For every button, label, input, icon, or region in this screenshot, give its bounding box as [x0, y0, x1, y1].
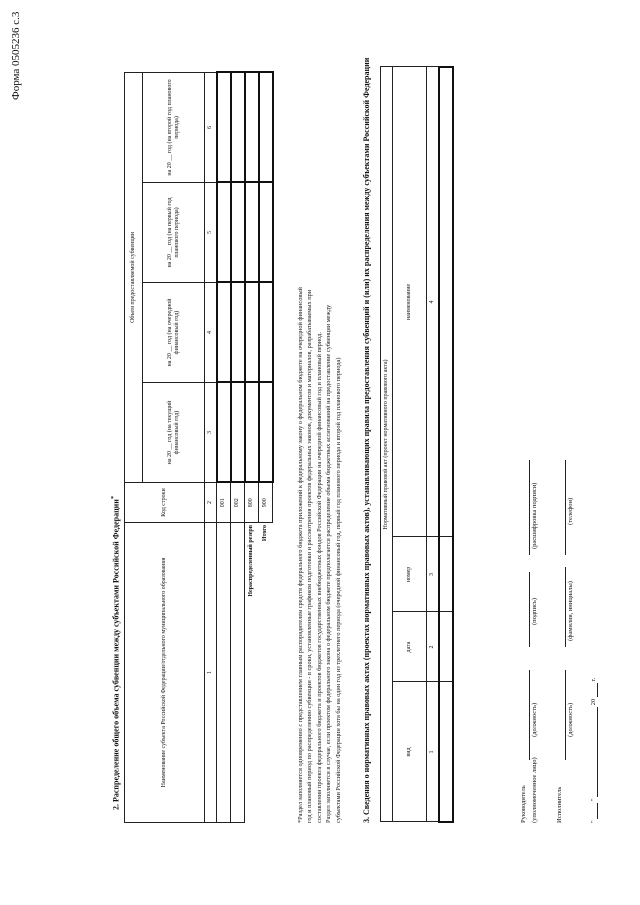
row-code: 800: [245, 483, 259, 523]
executor-label: Исполнитель: [556, 786, 563, 823]
col-number: 1: [205, 523, 217, 823]
section3-acts-table: [380, 66, 454, 823]
value-cell[interactable]: [259, 383, 273, 483]
row-code: 900: [259, 483, 273, 523]
head-sublabel: (уполномоченное лицо): [531, 757, 538, 823]
position-caption: (должность): [531, 702, 538, 737]
date-close-quote: ": [590, 798, 597, 802]
col-number: 5: [205, 183, 217, 283]
col-header-act-name: наименование: [393, 67, 427, 537]
section2-distribution-table: [124, 71, 274, 823]
value-cell[interactable]: [245, 383, 259, 483]
table-row: [217, 72, 231, 822]
col-header-type: вид: [393, 682, 427, 822]
col-header-volume: Объем предоставляемой субвенции: [125, 72, 143, 482]
executor-phone-line[interactable]: [565, 460, 566, 555]
value-cell[interactable]: [217, 383, 231, 483]
date-day-blank[interactable]: [590, 803, 598, 819]
value-cell[interactable]: [231, 283, 245, 383]
date-year-prefix: 20: [590, 698, 597, 706]
col-number: 3: [427, 537, 439, 612]
col-header-date: дата: [393, 612, 427, 682]
act-type-cell[interactable]: [439, 682, 453, 822]
head-transcript-line[interactable]: [529, 460, 530, 555]
head-signature-line[interactable]: [529, 572, 530, 647]
date-open-quote: ": [590, 820, 597, 823]
column-numbers-row: [427, 67, 439, 822]
date-month-blank[interactable]: [590, 707, 598, 797]
section2-title: 2. Распределение общего объема субвенции между субъектами Российской Федерации*: [110, 495, 121, 810]
col-number: 2: [427, 612, 439, 682]
transcript-caption: (расшифровка подписи): [531, 482, 538, 549]
fio-caption: (фамилия, инициалы): [567, 581, 574, 641]
footnote-line: субъектами Российской Федерации хотя бы на один год из трехлетнего периода (очередной финансовый год, первый год планового периода и второй год планового периода): [334, 357, 342, 823]
value-cell[interactable]: [245, 72, 259, 182]
executor-fio-line[interactable]: [565, 567, 566, 647]
section2-footnote: [296, 73, 343, 823]
act-number-cell[interactable]: [439, 537, 453, 612]
col-header-first-plan-year: на 20 __ год (на первый год планового периода): [143, 183, 205, 283]
table-row: [245, 72, 259, 822]
act-date-cell[interactable]: [439, 612, 453, 682]
date-year-blank[interactable]: [590, 683, 598, 697]
footnote-line: Раздел заполняется в случае, если проектом федерального закона о федеральном бюджете предполагается распределение объема бюджетных ассигнований на предоставление субвенции между: [325, 304, 333, 823]
row-name: [231, 523, 245, 823]
head-label: Руководитель: [520, 785, 527, 823]
row-name: Нераспределенный резерв: [248, 525, 255, 597]
value-cell[interactable]: [259, 283, 273, 383]
col-number: 4: [427, 67, 439, 537]
value-cell[interactable]: [259, 183, 273, 283]
row-code: 001: [217, 483, 231, 523]
footnote-line: составлении проекта федерального бюджета и проектов бюджетов государственных внебюджетных фондов Российской Федерации на очередной финансовый год и плановый период.: [315, 332, 323, 823]
section3-group-header: Нормативный правовой акт (проект нормативного правового акта): [381, 67, 393, 822]
value-cell[interactable]: [217, 283, 231, 383]
table-row: [259, 72, 273, 822]
table-row: [231, 72, 245, 822]
head-position-line[interactable]: [529, 670, 530, 760]
row-name: [217, 523, 231, 823]
col-number: 4: [205, 283, 217, 383]
col-header-number: номер: [393, 537, 427, 612]
value-cell[interactable]: [231, 383, 245, 483]
date-line: [590, 678, 598, 823]
value-cell[interactable]: [217, 72, 231, 182]
row-code: 002: [231, 483, 245, 523]
col-header-name: Наименование субъекта Российской Федерации/отдельного муниципального образования: [125, 523, 205, 823]
col-number: 1: [427, 682, 439, 822]
value-cell[interactable]: [231, 183, 245, 283]
col-header-code: Код строки: [125, 483, 205, 523]
signature-caption: (подпись): [531, 598, 538, 625]
col-header-second-plan-year: на 20 __ год (на второй год планового периода): [143, 72, 205, 182]
act-name-cell[interactable]: [439, 67, 453, 537]
row-name: Итого: [262, 525, 269, 542]
executor-position-line[interactable]: [565, 670, 566, 760]
col-header-next-year: на 20 __ год (на очередной финансовый год): [143, 283, 205, 383]
section3-title: 3. Сведения о нормативных правовых актах (проектах нормативных правовых актов), устанавливающих правила предоставления субвенций и (или) их распределения между субъектами Российской Федерации: [362, 57, 371, 823]
value-cell[interactable]: [245, 183, 259, 283]
col-number: 3: [205, 383, 217, 483]
phone-caption: (телефон): [567, 497, 574, 525]
value-cell[interactable]: [217, 183, 231, 283]
col-number: 6: [205, 72, 217, 182]
col-number: 2: [205, 483, 217, 523]
value-cell[interactable]: [245, 283, 259, 383]
executor-position-caption: (должность): [567, 702, 574, 737]
date-year-suffix: г.: [590, 677, 597, 682]
column-numbers-row: [205, 72, 217, 822]
footnote-line: *Раздел заполняется одновременно с представлением главным распорядителем средств федерального бюджета приложений к федеральному закону о федеральном бюджете на очередной финансовый: [297, 287, 304, 823]
footnote-line: год и плановый период по распределению субвенции - в сроки, установленные графиком подготовки и рассмотрения проектов федеральных законов, документов и материалов, разрабатываемых при: [306, 289, 314, 823]
form-number: Форма 0505236 с.3: [10, 11, 22, 100]
value-cell[interactable]: [259, 72, 273, 182]
table-row: [439, 67, 453, 822]
value-cell[interactable]: [231, 72, 245, 182]
col-header-current-year: на 20 __ год (на текущий финансовый год): [143, 383, 205, 483]
